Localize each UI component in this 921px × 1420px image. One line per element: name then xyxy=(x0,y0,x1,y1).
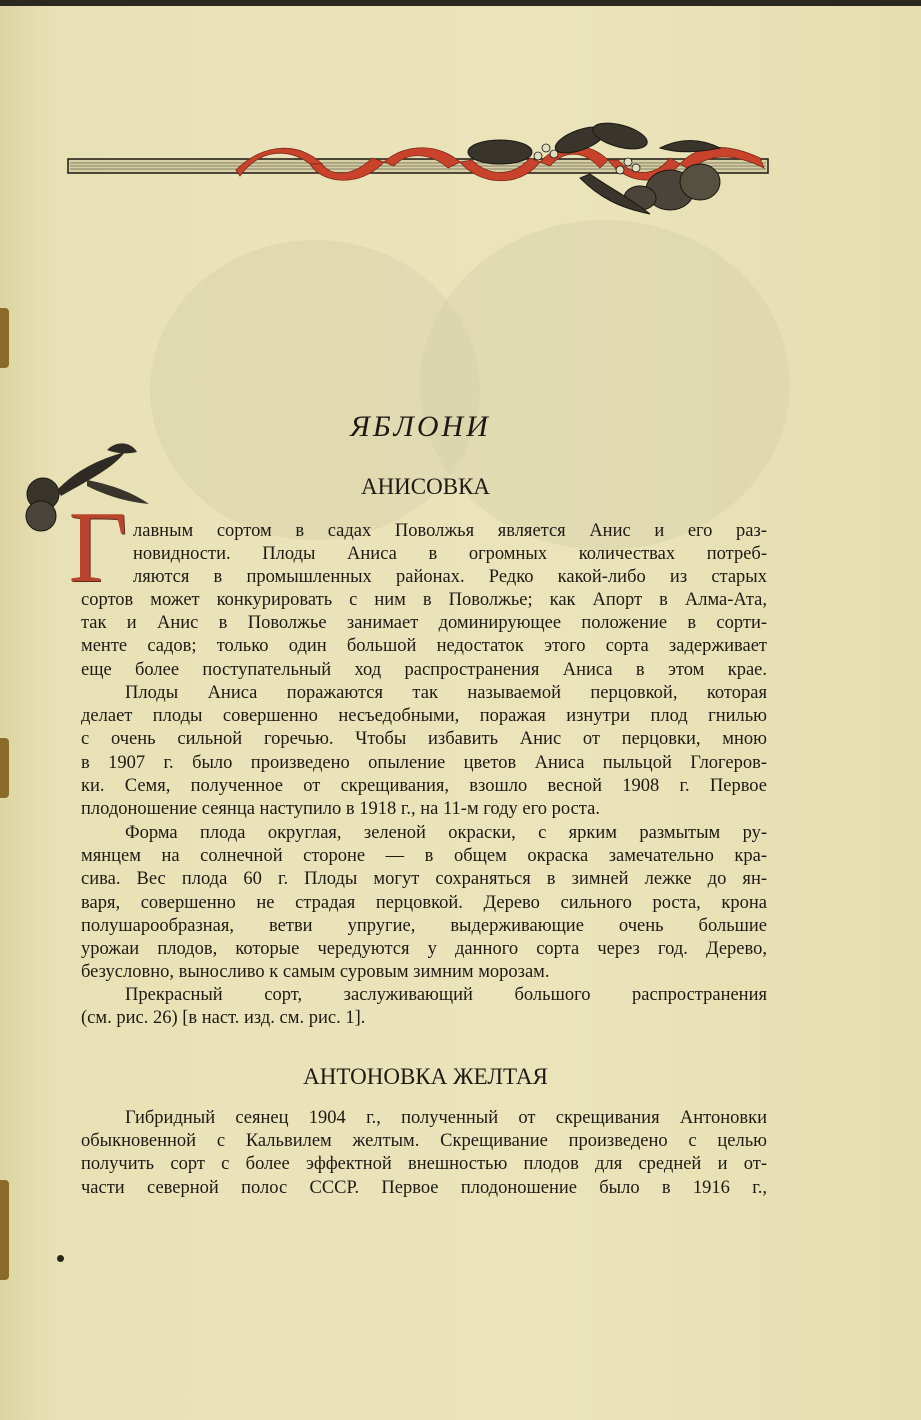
text-line: части северной полос СССР. Первое плодоношение было в 1916 г., xyxy=(81,1177,767,1198)
text-line: безусловно, выносливо к самым суровым зимним морозам. xyxy=(81,962,550,983)
paragraph-antonovka-1 xyxy=(81,1107,767,1200)
text-line: мянцем на солнечной стороне — в общем окраска замечательно кра- xyxy=(81,846,767,867)
paragraph-4 xyxy=(81,984,767,1030)
binding-mark xyxy=(0,308,9,368)
text-line: лавным сортом в садах Поволжья является Анис и его раз- xyxy=(133,521,767,541)
header-ornament-illustration xyxy=(60,118,772,228)
text-line: обыкновенной с Кальвилем желтым. Скрещивание произведено с целью xyxy=(81,1131,767,1152)
scan-top-edge xyxy=(0,0,921,6)
section-heading-anisovka: АНИСОВКА xyxy=(360,474,491,499)
paragraph-3 xyxy=(81,822,767,984)
binding-mark xyxy=(0,1180,9,1280)
text-line: Прекрасный сорт, заслуживающий большого распространения xyxy=(125,985,767,1005)
text-line: менте садов; только один большой недостаток этого сорта задерживает xyxy=(81,636,767,657)
bleed-through-shape xyxy=(420,220,790,550)
text-line: еще более поступательный ход распространения Аниса в этом крае. xyxy=(81,659,767,680)
text-line: получить сорт с более эффектной внешностью плодов для средней и от- xyxy=(81,1154,767,1175)
text-line: Гибридный сеянец 1904 г., полученный от скрещивания Антоновки xyxy=(125,1108,767,1128)
section-heading-antonovka: АНТОНОВКА ЖЕЛТАЯ xyxy=(303,1064,548,1089)
paragraph-2 xyxy=(81,682,767,821)
text-line: в 1907 г. было произведено опыление цветов Аниса пыльцой Глогеров- xyxy=(81,752,767,773)
binding-mark xyxy=(0,738,9,798)
text-line: ляются в промышленных районах. Редко какой-либо из старых xyxy=(133,567,767,588)
dropcap-letter: Г xyxy=(68,491,128,604)
text-line: делает плоды совершенно несъедобными, поражая изнутри плод гнилью xyxy=(81,706,767,727)
text-line: сива. Вес плода 60 г. Плоды могут сохраняться в зимней лежке до ян- xyxy=(81,869,767,890)
text-line: так и Анис в Поволжье занимает доминирующее положение в сорти- xyxy=(81,613,767,634)
text-line: Форма плода округлая, зеленой окраски, с ярким размытым ру- xyxy=(125,823,767,843)
text-line: полушарообразная, ветви упругие, выдерживающие очень большие xyxy=(81,915,767,936)
text-line: новидности. Плоды Аниса в огромных количествах потреб- xyxy=(133,544,767,565)
chapter-title: ЯБЛОНИ xyxy=(350,410,491,443)
paragraph-1-continued xyxy=(81,589,767,682)
text-line: ки. Семя, полученное от скрещивания, взошло весной 1908 г. Первое xyxy=(81,775,767,796)
text-line: Плоды Аниса поражаются так называемой перцовкой, которая xyxy=(125,683,767,703)
text-line: (см. рис. 26) [в наст. изд. см. рис. 1]. xyxy=(81,1008,366,1029)
text-line: плодоношение сеянца наступило в 1918 г., на 11-м году его роста. xyxy=(81,799,600,820)
text-line: сортов может конкурировать с ним в Поволжье; как Апорт в Алма-Ата, xyxy=(81,590,767,610)
text-line: с очень сильной горечью. Чтобы избавить Анис от перцовки, мною xyxy=(81,729,767,750)
paragraph-1-intro xyxy=(133,520,767,590)
text-line: варя, совершенно не страдая перцовкой. Дерево сильного роста, крона xyxy=(81,892,767,913)
ink-speck xyxy=(57,1255,64,1262)
text-line: урожаи плодов, которые чередуются у данного сорта через год. Дерево, xyxy=(81,939,767,960)
